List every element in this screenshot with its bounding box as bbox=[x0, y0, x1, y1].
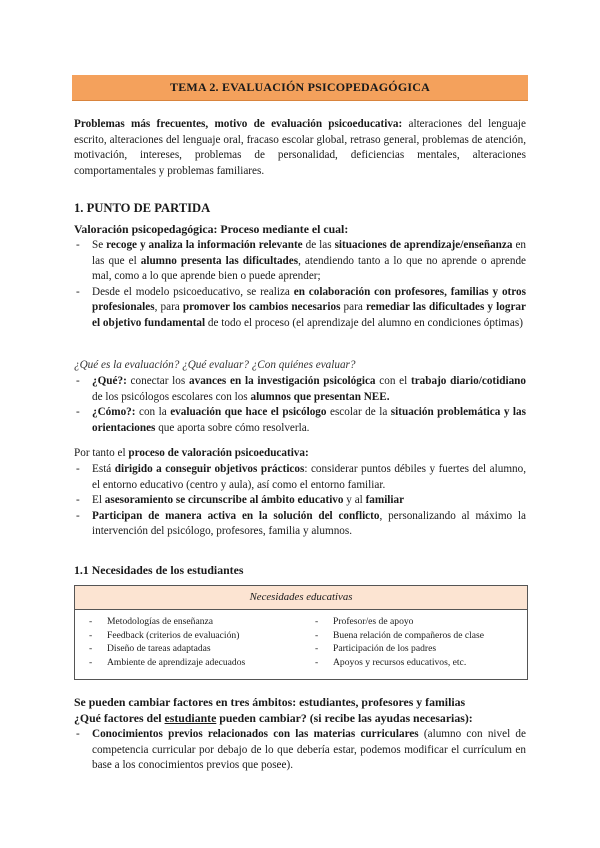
list-item: - Conocimientos previos relacionados con las materias curriculares (alumno con nivel de competencia curricular por debajo de lo que debería estar, podemos modificar el currículum en base a los conocimientos previos que posee). bbox=[74, 727, 526, 774]
table-body bbox=[75, 610, 527, 669]
list-item: - Participan de manera activa en la solución del conflicto, personalizando al máximo la intervención del psicólogo, profesores, familia y alumnos. bbox=[74, 509, 526, 540]
table-cell: - Diseño de tareas adaptadas bbox=[75, 642, 301, 656]
table-cell: - Metodologías de enseñanza bbox=[75, 615, 301, 629]
table-cell: - Profesor/es de apoyo bbox=[301, 615, 527, 629]
list-item: - Se recoge y analiza la información relevante de las situaciones de aprendizaje/enseñanza en las que el alumno presenta las dificultades, atendiendo tanto a lo que no aprende o aprende mal, como a lo que aprende bien o puede aprender; bbox=[74, 238, 526, 285]
title-banner bbox=[72, 75, 528, 101]
proceso-list bbox=[74, 462, 526, 540]
proceso-line: Por tanto el proceso de valoración psicoeducativa: bbox=[74, 447, 309, 459]
section-1-heading: 1. PUNTO DE PARTIDA bbox=[74, 201, 211, 215]
valoracion-heading: Valoración psicopedagógica: Proceso mediante el cual: bbox=[74, 222, 349, 236]
valoracion-list bbox=[74, 238, 526, 332]
table-cell: - Ambiente de aprendizaje adecuados bbox=[75, 656, 301, 670]
needs-table bbox=[74, 585, 528, 680]
intro-bold: Problemas más frecuentes, motivo de evaluación psicoeducativa: bbox=[74, 118, 403, 130]
factors-line: Se pueden cambiar factores en tres ámbitos: estudiantes, profesores y familias bbox=[74, 695, 466, 709]
intro-text: alteraciones del lenguaje escrito, alteraciones del lenguaje oral, fracaso escolar global, retraso general, problemas de atención, motivación, intereses, problemas de personalidad, deficiencias mentales, alteraciones comportamentales y problemas familiares. bbox=[74, 118, 526, 177]
intro-paragraph bbox=[74, 117, 526, 179]
list-item: - ¿Cómo?: con la evaluación que hace el psicólogo escolar de la situación problemática y las orientaciones que aporta sobre cómo resolverla. bbox=[74, 405, 526, 436]
list-item: - El asesoramiento se circunscribe al ámbito educativo y al familiar bbox=[74, 493, 526, 509]
section-1-1-heading: 1.1 Necesidades de los estudiantes bbox=[74, 563, 244, 577]
table-right-column bbox=[301, 615, 527, 669]
table-cell: - Participación de los padres bbox=[301, 642, 527, 656]
page-title: TEMA 2. EVALUACIÓN PSICOPEDAGÓGICA bbox=[170, 79, 430, 94]
questions-line: ¿Qué es la evaluación? ¿Qué evaluar? ¿Con quiénes evaluar? bbox=[74, 359, 356, 371]
list-item: - Desde el modelo psicoeducativo, se realiza en colaboración con profesores, familias y otros profesionales, para promover los cambios necesarios para remediar las dificultades y lograr el objetivo fundamental de todo el proceso (el aprendizaje del alumno en condiciones óptimas) bbox=[74, 285, 526, 332]
table-cell: - Apoyos y recursos educativos, etc. bbox=[301, 656, 527, 670]
table-cell: - Buena relación de compañeros de clase bbox=[301, 629, 527, 643]
table-cell: - Feedback (criterios de evaluación) bbox=[75, 629, 301, 643]
table-left-column bbox=[75, 615, 301, 669]
student-factors-question: ¿Qué factores del estudiante pueden cambiar? (si recibe las ayudas necesarias): bbox=[74, 711, 473, 725]
student-factors-list bbox=[74, 727, 526, 774]
table-header: Necesidades educativas bbox=[75, 586, 527, 610]
questions-list bbox=[74, 374, 526, 436]
list-item: - Está dirigido a conseguir objetivos prácticos: considerar puntos débiles y fuertes del alumno, el entorno educativo (centro y aula), así como el entorno familiar. bbox=[74, 462, 526, 493]
list-item: - ¿Qué?: conectar los avances en la investigación psicológica con el trabajo diario/cotidiano de los psicólogos escolares con los alumnos que presentan NEE. bbox=[74, 374, 526, 405]
